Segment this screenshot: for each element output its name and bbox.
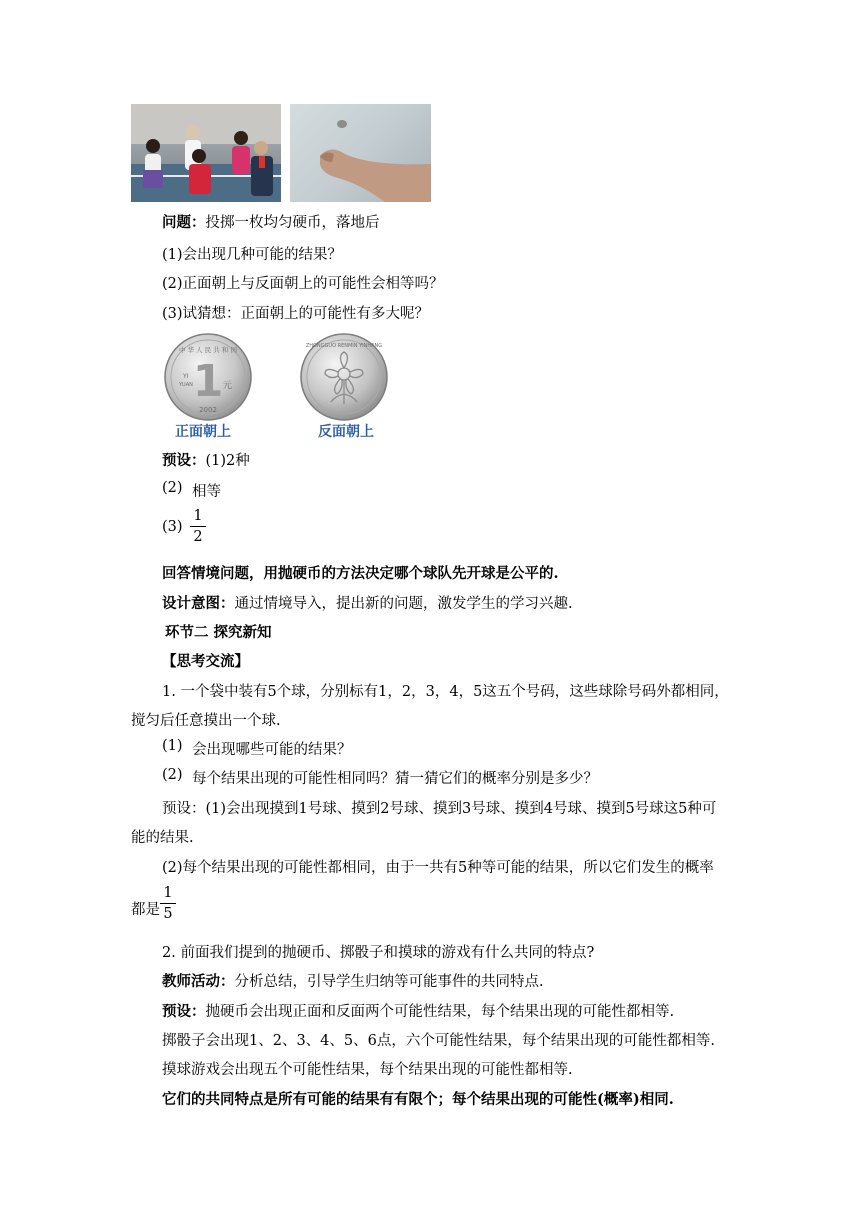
problem-q1: (1)会出现几种可能的结果？: [162, 247, 343, 263]
coin-back-image: [297, 332, 391, 422]
problem-q3: (3)试猜想：正面朝上的可能性有多大呢？: [162, 306, 430, 322]
item1-preset-line2: 能的结果.: [131, 830, 194, 846]
preset1-p3-num: (3): [162, 519, 183, 535]
tennis-players-photo: [131, 104, 281, 202]
section-heading: 环节二 探究新知: [165, 624, 272, 641]
coin-front-yuan: YUAN: [179, 382, 193, 388]
item2-ball: 摸球游戏会出现五个可能性结果，每个结果出现的可能性都相等.: [162, 1062, 573, 1078]
coin-front-label: 正面朝上: [175, 424, 231, 440]
design-text: 通过情境导入，提出新的问题，激发学生的学习兴趣.: [234, 596, 573, 612]
preset1-line: [162, 449, 250, 470]
fraction-one-fifth: [160, 885, 176, 922]
item2-preset-text: 抛硬币会出现正面和反面两个可能性结果，每个结果出现的可能性都相等.: [205, 1004, 675, 1020]
item1-preset2-line1: (2)每个结果出现的可能性都相同，由于一共有5种等可能的结果，所以它们发生的概率: [162, 860, 714, 876]
fraction-denominator: 5: [163, 906, 173, 922]
item2-preset-label: 预设：: [162, 1003, 206, 1020]
design-label: 设计意图：: [162, 595, 235, 612]
item1-line1: 1. 一个袋中装有5个球，分别标有1，2，3，4，5这五个号码，这些球除号码外都相同，: [162, 684, 729, 700]
preset1-p2-num: (2): [162, 480, 183, 496]
item1-preset-line1: 预设：(1)会出现摸到1号球、摸到2号球、摸到3号球、摸到4号球、摸到5号球这5种可: [162, 801, 717, 817]
problem-line: [162, 211, 380, 232]
item1-preset2-prefix: 都是: [131, 902, 160, 918]
item1-q2: 每个结果出现的可能性相同吗？猜一猜它们的概率分别是多少？: [192, 771, 598, 787]
design-intent: [162, 592, 573, 613]
item1-q1: 会出现哪些可能的结果？: [192, 742, 352, 758]
fraction-numerator: 1: [163, 885, 173, 901]
coin-back-top-text: ZHONGGUO RENMIN YINHANG: [305, 343, 383, 349]
fraction-denominator: 2: [193, 529, 203, 545]
coin-front-yi: YI: [183, 373, 189, 380]
problem-label: 问题：: [162, 214, 206, 231]
think-heading: 【思考交流】: [162, 653, 249, 670]
coin-toss-photo: [290, 104, 431, 202]
coin-front-image: [163, 332, 253, 422]
item2-preset: [162, 1000, 674, 1021]
preset1-p1: (1)2种: [205, 453, 250, 469]
problem-q2: (2)正面朝上与反面朝上的可能性会相等吗？: [162, 276, 444, 292]
coin-front-unit: 元: [223, 381, 233, 391]
coin-back-label: 反面朝上: [318, 424, 374, 440]
item1-q1-num: (1): [162, 738, 183, 754]
teacher-text: 分析总结，引导学生归纳等可能事件的共同特点.: [234, 974, 544, 990]
answer-text: 回答情境问题，用抛硬币的方法决定哪个球队先开球是公平的.: [162, 565, 559, 582]
problem-text: 投掷一枚均匀硬币，落地后: [205, 215, 380, 231]
preset1-p2-text: 相等: [192, 484, 221, 500]
item2-text: 2. 前面我们提到的抛硬币、掷骰子和摸球的游戏有什么共同的特点?: [162, 945, 595, 961]
fraction-numerator: 1: [193, 508, 203, 524]
coin-front-value: 1: [192, 356, 224, 407]
coin-front-year: 2002: [199, 406, 217, 414]
item2-dice: 掷骰子会出现1、2、3、4、5、6点，六个可能性结果，每个结果出现的可能性都相等.: [162, 1033, 715, 1049]
coin-front-top-text: 中 华 人 民 共 和 国: [179, 346, 237, 354]
teacher-activity: [162, 970, 544, 991]
item1-line2: 搅匀后任意摸出一个球.: [131, 713, 281, 729]
item2-conclusion: 它们的共同特点是所有可能的结果有有限个；每个结果出现的可能性(概率)相同.: [162, 1091, 674, 1108]
teacher-label: 教师活动：: [162, 973, 235, 990]
fraction-one-half: [190, 508, 206, 545]
item1-q2-num: (2): [162, 767, 183, 783]
preset1-label: 预设：: [162, 452, 206, 469]
